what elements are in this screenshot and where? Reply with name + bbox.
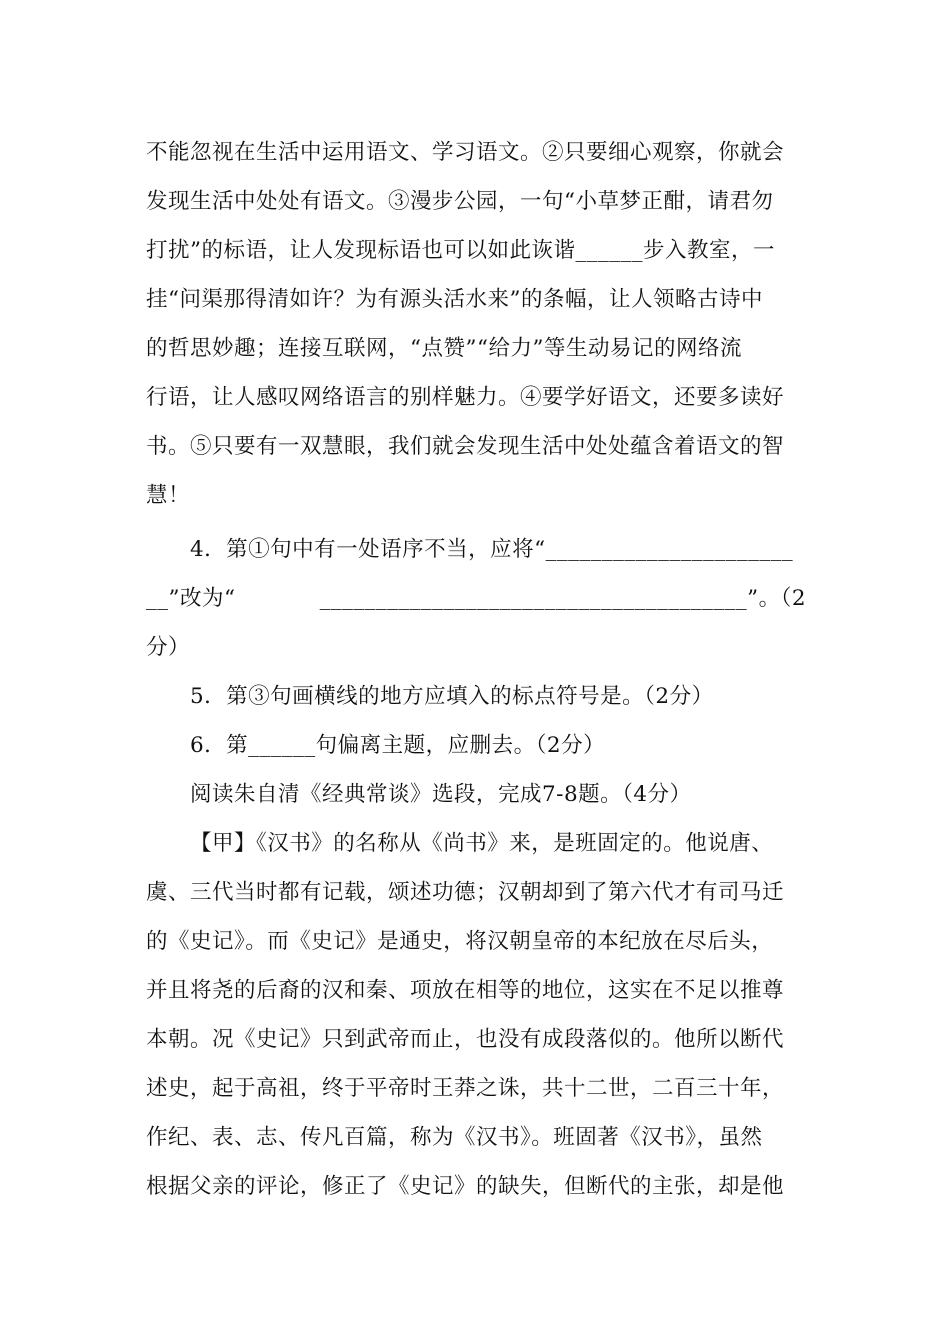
question-6-line: 6．第______句偏离主题，应删去。（2分）	[190, 733, 606, 758]
text-line: 不能忽视在生活中运用语文、学习语文。②只要细心观察，你就会	[146, 140, 785, 165]
reading-instruction: 阅读朱自清《经典常谈》选段，完成7-8题。（4分）	[190, 782, 692, 807]
passage-line: 虞、三代当时都有记载，颂述功德；汉朝却到了第六代才有司马迁	[146, 880, 785, 905]
text-line: 的哲思妙趣；连接互联网，“点赞”“给力”等生动易记的网络流	[146, 336, 742, 361]
question-4-line: 4．第①句中有一处语序不当，应将“______________________	[190, 537, 794, 562]
text-line: 打扰”的标语，让人发现标语也可以如此诙谐______步入教室，一	[146, 238, 775, 263]
passage-line: 并且将尧的后裔的汉和秦、项放在相等的地位，这实在不足以推尊	[146, 978, 785, 1003]
passage-line: 的《史记》。而《史记》是通史，将汉朝皇帝的本纪放在尽后头，	[146, 929, 774, 954]
text-line: 发现生活中处处有语文。③漫步公园，一句“小草梦正酣，请君勿	[146, 189, 774, 214]
passage-line: 作纪、表、志、传凡百篇，称为《汉书》。班固著《汉书》，虽然	[146, 1125, 763, 1150]
text-line: 行语，让人感叹网络语言的别样魅力。④要学好语文，还要多读好	[146, 385, 785, 410]
question-4-continuation	[146, 584, 806, 614]
text-line: 分）	[146, 635, 191, 660]
passage-line: 【甲】《汉书》的名称从《尚书》来，是班固定的。他说唐、	[190, 831, 774, 856]
text-line: 挂“问渠那得清如许？为有源头活水来”的条幅，让人领略古诗中	[146, 287, 763, 312]
passage-line: 根据父亲的评论，修正了《史记》的缺失，但断代的主张，却是他	[146, 1174, 785, 1199]
question-5-line: 5．第③句画横线的地方应填入的标点符号是。（2分）	[190, 684, 714, 709]
passage-line: 述史，起于高祖，终于平帝时王莽之诛，共十二世，二百三十年，	[146, 1076, 785, 1101]
text-line: 书。⑤只要有一双慧眼，我们就会发现生活中处处蕴含着语文的智	[146, 434, 785, 459]
question-4-part: __”改为“	[146, 586, 236, 611]
text-line: 慧！	[146, 483, 191, 508]
passage-line: 本朝。况《史记》只到武帝而止，也没有成段落似的。他所以断代	[146, 1027, 785, 1052]
question-4-blank: ______________________________________”。（2	[319, 586, 806, 611]
